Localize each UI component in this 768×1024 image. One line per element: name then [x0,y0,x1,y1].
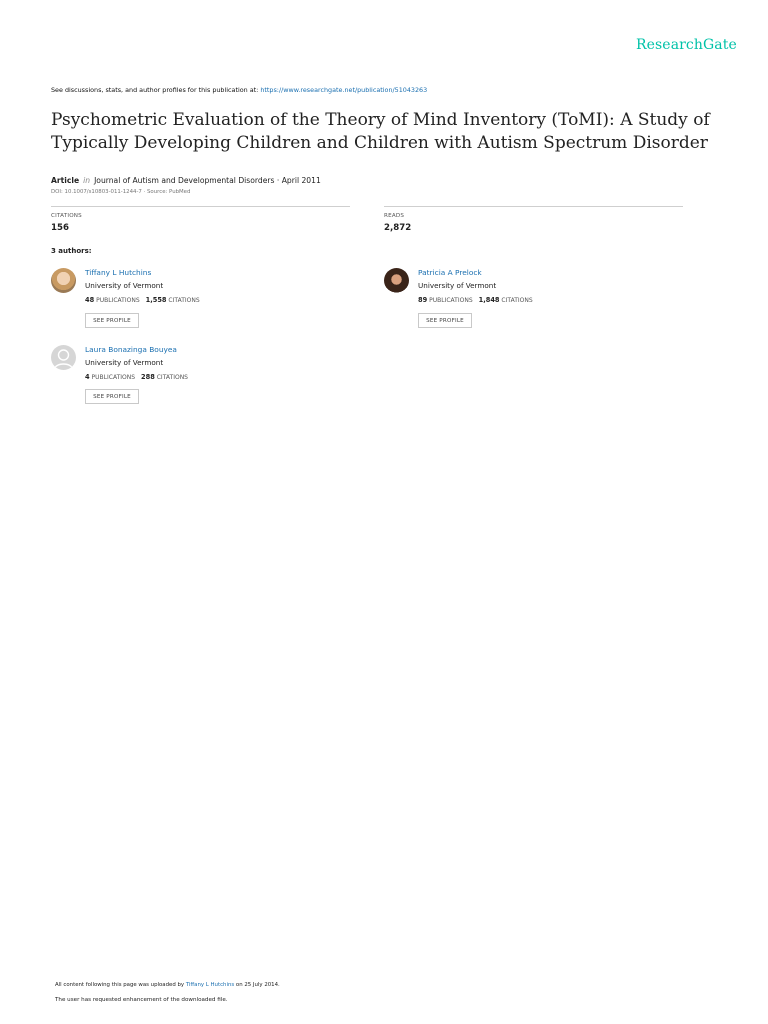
author-name[interactable]: Patricia A Prelock [418,268,482,277]
author-name[interactable]: Tiffany L Hutchins [85,268,152,277]
reads-label: READS [384,213,405,219]
in-word: in [83,176,91,185]
publications-label: PUBLICATIONS [91,374,136,381]
publications-count: 48 [85,296,95,304]
publications-count: 4 [85,373,90,381]
article-meta [51,176,321,185]
publications-label: PUBLICATIONS [429,297,473,304]
author-affiliation: University of Vermont [85,358,164,367]
author-affiliation: University of Vermont [418,281,497,290]
reads-value: 2,872 [384,223,412,233]
see-profile-button[interactable]: SEE PROFILE [85,389,139,404]
citations-label: CITATIONS [168,297,200,304]
citations-divider [51,206,350,207]
paper-title: Psychometric Evaluation of the Theory of Mind Inventory (ToMI): A Study of Typically Developing Children and Children with Autism Spectrum Disorder [51,110,710,153]
publications-count: 89 [418,296,428,304]
author-stats [85,373,188,381]
publication-link[interactable]: https://www.researchgate.net/publication/51043263 [260,86,428,94]
upload-note [55,982,280,988]
citations-value: 156 [51,223,69,233]
author-stats [85,296,200,304]
citations-count: 1,558 [145,296,167,304]
journal-date: Journal of Autism and Developmental Disorders · April 2011 [94,176,321,185]
see-profile-button[interactable]: SEE PROFILE [418,313,472,328]
default-avatar-icon[interactable] [51,345,76,370]
citations-count: 288 [141,373,155,381]
upload-suffix: on 25 July 2014. [235,982,280,988]
publications-label: PUBLICATIONS [96,297,140,304]
discussion-prefix: See discussions, stats, and author profiles for this publication at: [51,86,259,94]
upload-prefix: All content following this page was uploaded by [55,982,185,988]
uploader-link[interactable]: Tiffany L Hutchins [185,982,235,988]
avatar[interactable] [51,268,76,293]
reads-divider [384,206,683,207]
citations-label: CITATIONS [501,297,533,304]
citations-count: 1,848 [478,296,500,304]
article-type: Article [51,176,80,185]
enhancement-note: The user has requested enhancement of the downloaded file. [55,997,228,1003]
discussion-line [51,86,427,94]
doi-line: DOI: 10.1007/s10803-011-1244-7 · Source: PubMed [51,189,191,195]
citations-label: CITATIONS [156,374,188,381]
see-profile-button[interactable]: SEE PROFILE [85,313,139,328]
person-silhouette-icon [51,345,76,370]
author-stats [418,296,533,304]
researchgate-logo[interactable]: ResearchGate [636,37,737,53]
author-affiliation: University of Vermont [85,281,164,290]
author-name[interactable]: Laura Bonazinga Bouyea [85,345,177,354]
avatar[interactable] [384,268,409,293]
authors-heading: 3 authors: [51,247,92,255]
citations-label: CITATIONS [51,213,82,219]
